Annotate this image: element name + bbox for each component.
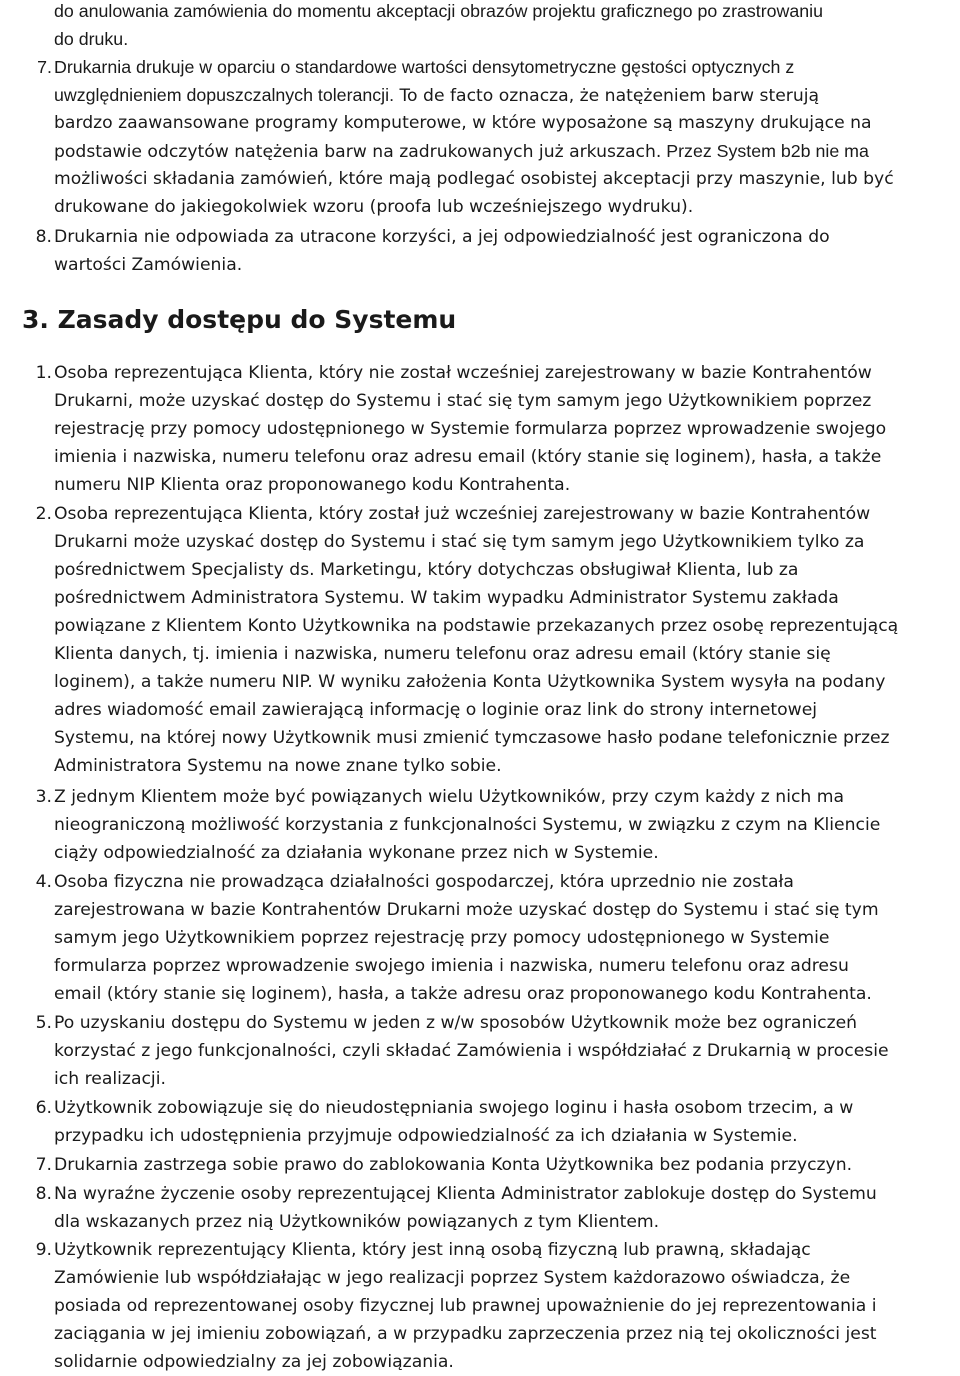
text-segment: Przez System b2b nie ma [661, 141, 869, 161]
text-line: Osoba reprezentująca Klienta, który nie został wcześniej zarejestrowany w bazie Kontrahentów [54, 363, 872, 383]
text-line: Na wyraźne życzenie osoby reprezentującej Klienta Administrator zablokuje dostęp do Systemu [54, 1184, 877, 1204]
text-line: pośrednictwem Administratora Systemu. W takim wypadku Administrator Systemu zakłada [54, 588, 839, 608]
text-line: Osoba fizyczna nie prowadząca działalności gospodarczej, która uprzednio nie została [54, 872, 794, 892]
text-line: zaciągania w jej imieniu zobowiązań, a w przypadku zaprzeczenia przez nią tej okoliczności jest [54, 1324, 877, 1344]
text-segment: podstawie odczytów natężenia barw na zadrukowanych już arkuszach. [54, 142, 662, 162]
text-line: numeru NIP Klienta oraz proponowanego kodu Kontrahenta. [54, 475, 571, 495]
text-line: solidarnie odpowiedzialny za jej zobowiązania. [54, 1352, 454, 1372]
text-line: korzystać z jego funkcjonalności, czyli składać Zamówienia i współdziałać z Drukarnią w procesie [54, 1041, 889, 1061]
text-line: adres wiadomość email zawierającą informację o loginie oraz link do strony internetowej [54, 700, 818, 720]
text-line: posiada od reprezentowanej osoby fizycznej lub prawnej upoważnienie do jej reprezentowania i [54, 1296, 877, 1316]
text-line: Zamówienie lub współdziałając w jego realizacji poprzez System każdorazowo oświadcza, że [54, 1268, 851, 1288]
text-line: Administratora Systemu na nowe znane tylko sobie. [54, 756, 502, 776]
list-item-number: 2. [35, 504, 52, 524]
text-line: samym jego Użytkownikiem poprzez rejestrację przy pomocy udostępnionego w Systemie [54, 928, 830, 948]
text-line: drukowane do jakiegokolwiek wzoru (proofa lub wcześniejszego wydruku). [54, 197, 694, 217]
text-line: zarejestrowana w bazie Kontrahentów Drukarni może uzyskać dostęp do Systemu i stać się tym [54, 900, 879, 920]
section-heading: 3. Zasady dostępu do Systemu [22, 305, 457, 334]
text-line: Po uzyskaniu dostępu do Systemu w jeden z w/w sposobów Użytkownik może bez ograniczeń [54, 1013, 858, 1033]
text-line: Użytkownik zobowiązuje się do nieudostępniania swojego loginu i hasła osobom trzecim, a w [54, 1098, 854, 1118]
text-line: ciąży odpowiedzialność za działania wykonane przez nich w Systemie. [54, 843, 659, 863]
list-item-number: 7. [37, 57, 52, 77]
intro-line-2: do druku. [54, 29, 129, 49]
text-line: ich realizacji. [54, 1069, 166, 1089]
list-item-number: 8. [35, 1184, 52, 1204]
text-line: Użytkownik reprezentujący Klienta, który jest inną osobą fizyczną lub prawną, składając [54, 1240, 811, 1260]
text-line: przypadku ich udostępnienia przyjmuje odpowiedzialność za ich działania w Systemie. [54, 1126, 798, 1146]
list-item-number: 9. [35, 1240, 52, 1260]
text-line: formularza poprzez wprowadzenie swojego imienia i nazwiska, numeru telefonu oraz adresu [54, 956, 849, 976]
text-line: loginem), a także numeru NIP. W wyniku założenia Konta Użytkownika System wysyła na podany [54, 672, 886, 692]
list-item-number: 1. [35, 363, 52, 383]
list-item-number: 6. [35, 1098, 52, 1118]
text-line: powiązane z Klientem Konto Użytkownika na podstawie przekazanych przez osobę reprezentującą [54, 616, 899, 636]
text-line: imienia i nazwiska, numeru telefonu oraz adresu email (który stanie się loginem), hasła, a także [54, 447, 882, 467]
list-item-number: 7. [35, 1155, 52, 1175]
list-item-number: 5. [35, 1013, 52, 1033]
text-line: Systemu, na której nowy Użytkownik musi zmienić tymczasowe hasło podane telefonicznie przez [54, 728, 890, 748]
text-line: email (który stanie się loginem), hasła, a także adresu oraz proponowanego kodu Kontrahenta. [54, 984, 872, 1004]
text-line [54, 137, 869, 166]
text-line: Drukarni, może uzyskać dostęp do Systemu i stać się tym samym jego Użytkownikiem poprzez [54, 391, 872, 411]
text-line: Z jednym Klientem może być powiązanych wielu Użytkowników, przy czym każdy z nich ma [54, 787, 845, 807]
text-line: nieograniczoną możliwość korzystania z funkcjonalności Systemu, w związku z czym na Kliencie [54, 815, 881, 835]
text-segment: uwzględnieniem dopuszczalnych tolerancji. [54, 85, 395, 105]
text-line: Klienta danych, tj. imienia i nazwiska, numeru telefonu oraz adresu email (który stanie się [54, 644, 831, 664]
text-line: możliwości składania zamówień, które mają podlegać osobistej akceptacji przy maszynie, lub być [54, 169, 894, 189]
list-item-number: 3. [35, 787, 52, 807]
text-line: Drukarnia nie odpowiada za utracone korzyści, a jej odpowiedzialność jest ograniczona do [54, 227, 830, 247]
list-item-number: 4. [35, 872, 52, 892]
intro-line-1: do anulowania zamówienia do momentu akceptacji obrazów projektu graficznego po zrastrowaniu [54, 1, 823, 21]
text-line [54, 81, 819, 110]
text-segment: To de facto oznacza, że natężeniem barw sterują [394, 86, 820, 106]
text-line: dla wskazanych przez nią Użytkowników powiązanych z tym Klientem. [54, 1212, 660, 1232]
text-line: Osoba reprezentująca Klienta, który został już wcześniej zarejestrowany w bazie Kontrahentów [54, 504, 871, 524]
text-line: pośrednictwem Specjalisty ds. Marketingu, który dotychczas obsługiwał Klienta, lub za [54, 560, 799, 580]
text-line: rejestrację przy pomocy udostępnionego w Systemie formularza poprzez wprowadzenie swojego [54, 419, 887, 439]
list-item-number: 8. [35, 227, 52, 247]
text-line: Drukarnia zastrzega sobie prawo do zablokowania Konta Użytkownika bez podania przyczyn. [54, 1155, 853, 1175]
text-line: Drukarni może uzyskać dostęp do Systemu i stać się tym samym jego Użytkownikiem tylko za [54, 532, 865, 552]
text-line: bardzo zaawansowane programy komputerowe, w które wyposażone są maszyny drukujące na [54, 113, 872, 133]
text-line: Drukarnia drukuje w oparciu o standardowe wartości densytometryczne gęstości optycznych z [54, 57, 795, 77]
text-line: wartości Zamówienia. [54, 255, 243, 275]
